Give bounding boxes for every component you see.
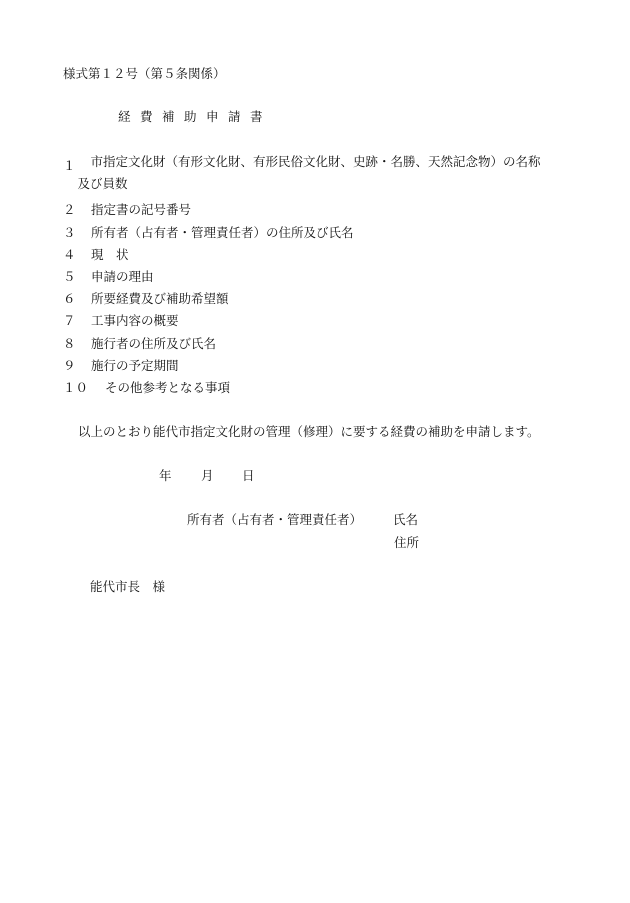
item-text: 施行者の住所及び氏名: [91, 335, 217, 351]
item-number: ５: [63, 268, 76, 284]
date-day-label: 日: [242, 468, 255, 483]
date-month-label: 月: [201, 468, 214, 483]
document-title: 経費補助申請書: [118, 109, 273, 124]
item-number: １０: [63, 379, 89, 395]
item-number: ４: [63, 246, 76, 262]
item-list: [63, 156, 603, 400]
item-number: １: [63, 158, 76, 173]
list-item: [63, 267, 603, 289]
owner-label: 所有者（占有者・管理責任者）: [187, 512, 363, 527]
item-text-line: 市指定文化財（有形文化財、有形民俗文化財、史跡・名勝、天然記念物）の名称: [90, 154, 541, 169]
item-text: 工事内容の概要: [91, 313, 179, 329]
list-item: [63, 378, 603, 400]
owner-address-label: 住所: [394, 535, 420, 550]
item-text: 所有者（占有者・管理責任者）の住所及び氏名: [91, 224, 354, 240]
item-text-continuation: 及び員数: [77, 176, 128, 192]
application-statement: 以上のとおり能代市指定文化財の管理（修理）に要する経費の補助を申請します。: [78, 424, 540, 439]
item-text: 指定書の記号番号: [91, 202, 192, 218]
list-item: [63, 289, 603, 311]
item-text: [77, 151, 603, 195]
item-text: 施行の予定期間: [91, 357, 179, 373]
list-item: [63, 311, 603, 333]
item-number: ６: [63, 291, 76, 307]
item-number: ２: [63, 202, 76, 218]
list-item: [63, 334, 603, 356]
form-number: 様式第１２号（第５条関係）: [63, 66, 226, 81]
list-item: [63, 156, 603, 200]
item-text: 所要経費及び補助希望額: [91, 291, 229, 307]
item-text: 申請の理由: [91, 268, 154, 284]
date-year-label: 年: [159, 468, 172, 483]
item-text: 現 状: [91, 246, 129, 262]
item-text: その他参考となる事項: [105, 379, 231, 395]
list-item: [63, 200, 603, 222]
item-number: ９: [63, 357, 76, 373]
item-number: ３: [63, 224, 76, 240]
list-item: [63, 223, 603, 245]
list-item: [63, 245, 603, 267]
item-number: ７: [63, 313, 76, 329]
owner-name-label: 氏名: [393, 512, 419, 527]
list-item: [63, 356, 603, 378]
addressee: 能代市長 様: [90, 579, 166, 594]
item-number: ８: [63, 335, 76, 351]
